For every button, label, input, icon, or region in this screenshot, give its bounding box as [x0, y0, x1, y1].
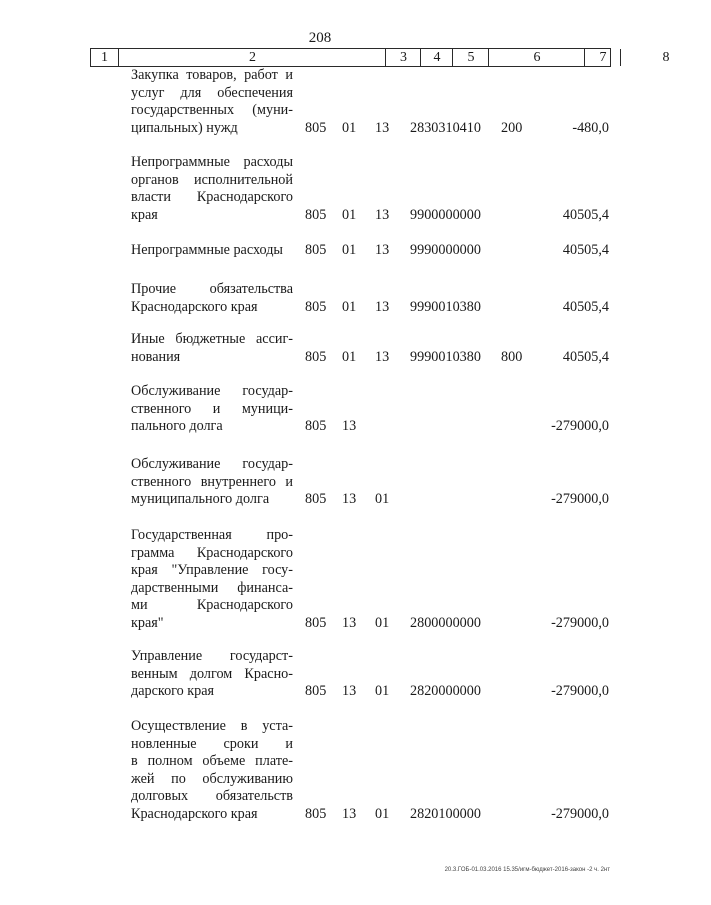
- header-col-8: 8: [620, 49, 711, 66]
- cell-col-4: 13: [342, 418, 357, 435]
- header-col-6: 6: [488, 49, 585, 66]
- cell-col-4: 13: [342, 683, 357, 700]
- header-col-5: 5: [452, 49, 489, 66]
- header-col-1: 1: [101, 50, 108, 65]
- description-line: Краснодарского края: [131, 298, 258, 315]
- row-description: [131, 154, 293, 224]
- cell-col-8: -480,0: [572, 119, 609, 136]
- cell-col-8: -279000,0: [551, 418, 609, 435]
- description-line: ственного и муници-: [131, 400, 293, 417]
- table-header: [90, 48, 670, 67]
- cell-col-5: 01: [375, 806, 390, 822]
- cell-col-8: -279000,0: [551, 491, 609, 508]
- description-line: в полном объеме плате-: [131, 753, 293, 770]
- description-line: Иные бюджетные ассиг-: [131, 331, 293, 347]
- cell-col-4: 01: [342, 119, 357, 136]
- cell-col-4: 13: [342, 806, 357, 822]
- footer-filepath: 20.3.ГОБ-01.03.2016 15.35/игм-бюджет-2016-закон -2 ч. 2нт: [444, 867, 610, 873]
- description-line: новленные сроки и: [131, 735, 293, 752]
- cell-col-5: 01: [375, 683, 390, 700]
- cell-col-4: 01: [342, 242, 357, 258]
- description-line: нования: [131, 348, 181, 365]
- cell-col-3: 805: [305, 806, 327, 822]
- description-line: Государственная про-: [131, 527, 293, 543]
- cell-col-6: 2830310410: [410, 119, 481, 136]
- cell-col-5: 13: [375, 242, 390, 258]
- cell-col-6: 9990000000: [410, 242, 481, 258]
- description-line: услуг для обеспечения: [131, 84, 293, 101]
- description-line: Непрограммные расходы: [131, 242, 283, 258]
- cell-col-3: 805: [305, 615, 327, 631]
- cell-col-5: 13: [375, 348, 390, 365]
- description-line: Закупка товаров, работ и: [131, 67, 293, 83]
- header-col-7: 7: [584, 49, 621, 66]
- description-line: ципальных) нужд: [131, 119, 238, 136]
- description-line: края": [131, 614, 164, 631]
- description-line: власти Краснодарского: [131, 189, 293, 206]
- row-description: [131, 281, 293, 316]
- cell-col-5: 13: [375, 119, 390, 136]
- row-description: [131, 527, 293, 633]
- description-line: долговых обязательств: [131, 788, 293, 805]
- row-description: [131, 718, 293, 824]
- description-line: края: [131, 206, 158, 223]
- description-line: Непрограммные расходы: [131, 154, 293, 170]
- cell-col-6: 2820000000: [410, 683, 481, 700]
- cell-col-6: 9990010380: [410, 348, 481, 365]
- row-description: [131, 242, 293, 260]
- cell-col-8: 40505,4: [562, 206, 609, 223]
- row-description: [131, 456, 293, 509]
- row-description: [131, 648, 293, 701]
- header-col-3: 3: [385, 49, 421, 66]
- cell-col-8: 40505,4: [562, 348, 609, 365]
- description-line: Прочие обязательства: [131, 281, 293, 297]
- cell-col-8: 40505,4: [562, 242, 609, 258]
- description-line: дарственными финанса-: [131, 579, 293, 596]
- description-line: пального долга: [131, 418, 223, 435]
- header-col-4: 4: [420, 49, 453, 66]
- description-line: ми Краснодарского: [131, 597, 293, 614]
- cell-col-6: 9990010380: [410, 298, 481, 315]
- description-line: государственных (муни-: [131, 102, 293, 119]
- description-line: жей по обслуживанию: [131, 770, 293, 787]
- description-line: Обслуживание государ-: [131, 456, 293, 472]
- row-description: [131, 383, 293, 436]
- cell-col-8: -279000,0: [551, 615, 609, 631]
- cell-col-4: 01: [342, 206, 357, 223]
- description-line: грамма Краснодарского: [131, 544, 293, 561]
- cell-col-3: 805: [305, 418, 327, 435]
- cell-col-3: 805: [305, 206, 327, 223]
- cell-col-4: 01: [342, 298, 357, 315]
- cell-col-4: 13: [342, 491, 357, 508]
- cell-col-8: -279000,0: [551, 806, 609, 822]
- description-line: Краснодарского края: [131, 805, 258, 822]
- description-line: ственного внутреннего и: [131, 473, 293, 490]
- cell-col-3: 805: [305, 242, 327, 258]
- description-line: венным долгом Красно-: [131, 665, 293, 682]
- cell-col-6: 2820100000: [410, 806, 481, 822]
- description-line: Управление государст-: [131, 648, 293, 664]
- cell-col-5: 13: [375, 298, 390, 315]
- cell-col-3: 805: [305, 491, 327, 508]
- cell-col-3: 805: [305, 683, 327, 700]
- cell-col-4: 01: [342, 348, 357, 365]
- cell-col-6: 2800000000: [410, 615, 481, 631]
- cell-col-7: 800: [501, 348, 523, 365]
- cell-col-8: -279000,0: [551, 683, 609, 700]
- cell-col-3: 805: [305, 348, 327, 365]
- description-line: Осуществление в уста-: [131, 718, 293, 734]
- description-line: края "Управление госу-: [131, 562, 293, 579]
- cell-col-4: 13: [342, 615, 357, 631]
- description-line: Обслуживание государ-: [131, 383, 293, 399]
- row-description: [131, 331, 293, 366]
- cell-col-5: 01: [375, 491, 390, 508]
- description-line: дарского края: [131, 683, 215, 700]
- description-line: муниципального долга: [131, 491, 270, 508]
- cell-col-8: 40505,4: [562, 298, 609, 315]
- row-description: [131, 67, 293, 137]
- page-number: 208: [308, 30, 332, 46]
- cell-col-3: 805: [305, 298, 327, 315]
- description-line: органов исполнительной: [131, 171, 293, 188]
- cell-col-3: 805: [305, 119, 327, 136]
- cell-col-5: 01: [375, 615, 390, 631]
- cell-col-7: 200: [501, 119, 523, 136]
- cell-col-5: 13: [375, 206, 390, 223]
- header-col-2: 2: [118, 49, 386, 66]
- cell-col-6: 9900000000: [410, 206, 481, 223]
